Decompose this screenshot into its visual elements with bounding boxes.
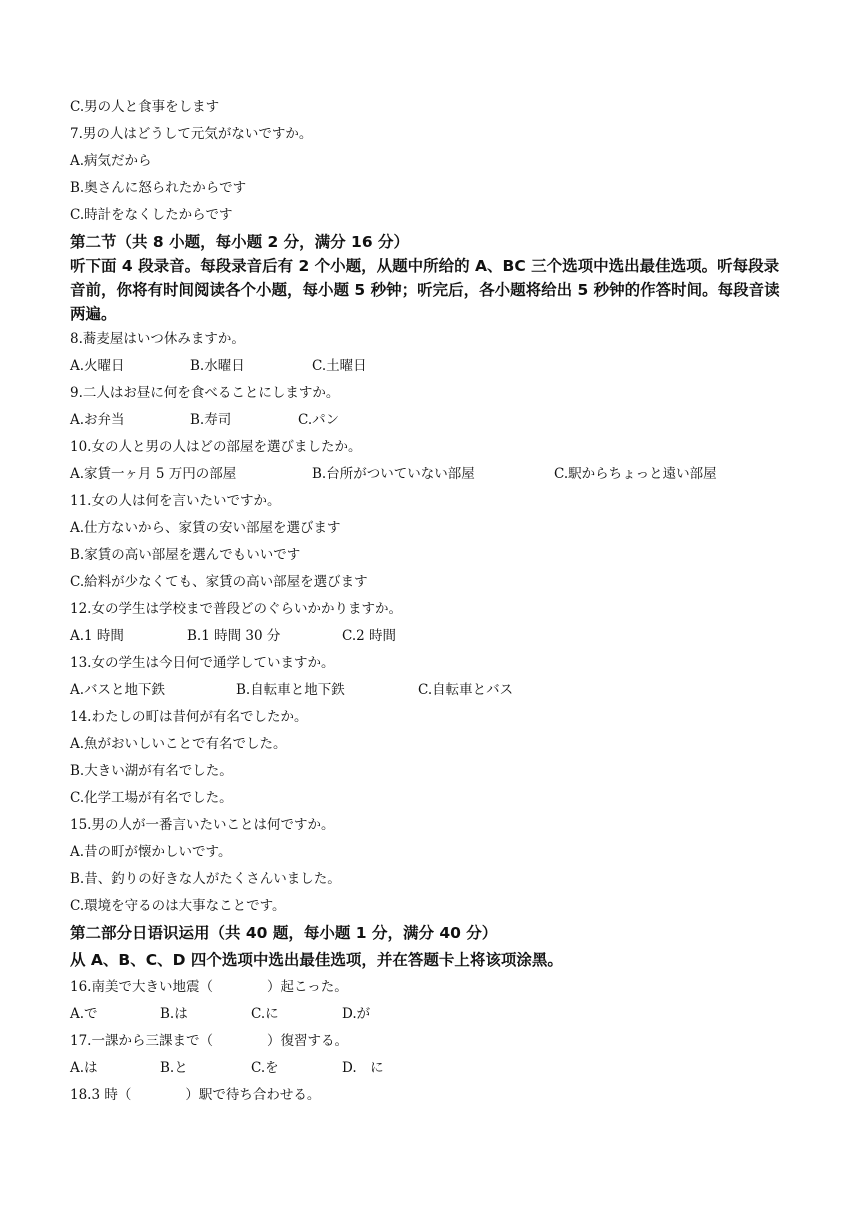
- q17-option-c: C.を: [251, 1060, 279, 1076]
- q10-option-c: C.駅からちょっと遠い部屋: [554, 466, 717, 482]
- q10-option-a: A.家賃一ヶ月 5 万円の部屋: [70, 466, 237, 482]
- q13-options: [70, 677, 790, 704]
- q7-option-b: B.奥さんに怒られたからです: [70, 180, 247, 196]
- part-2-instructions: 从 A、B、C、D 四个选项中选出最佳选项，并在答题卡上将该项涂黑。: [70, 951, 563, 969]
- question-11: 11.女の人は何を言いたいですか。: [70, 493, 281, 509]
- q12-options: [70, 623, 790, 650]
- q11-option-b: B.家賃の高い部屋を選んでもいいです: [70, 547, 301, 563]
- q16-option-b: B.は: [160, 1006, 188, 1022]
- q10-options: [70, 461, 790, 488]
- q17-option-d: D. に: [342, 1060, 384, 1076]
- section-2-heading: 第二节（共 8 小题，每小题 2 分，满分 16 分）: [70, 233, 410, 251]
- q9-option-c: C.パン: [298, 412, 340, 428]
- question-8: 8.蕎麦屋はいつ休みますか。: [70, 331, 245, 347]
- q13-option-b: B.自転車と地下鉄: [236, 682, 345, 698]
- q16-option-c: C.に: [251, 1006, 279, 1022]
- q14-option-a: A.魚がおいしいことで有名でした。: [70, 736, 287, 752]
- q7-option-c: C.時計をなくしたからです: [70, 207, 233, 223]
- question-7: 7.男の人はどうして元気がないですか。: [70, 126, 313, 142]
- q7-option-a: A.病気だから: [70, 153, 152, 169]
- question-12: 12.女の学生は学校まで普段どのぐらいかかりますか。: [70, 601, 402, 617]
- question-16: 16.南美で大きい地震（ ）起こった。: [70, 979, 348, 995]
- q15-option-b: B.昔、釣りの好きな人がたくさんいました。: [70, 871, 341, 887]
- section-2-instructions: 听下面 4 段录音。每段录音后有 2 个小题，从题中所给的 A、BC 三个选项中选出最佳选项。听每段录音前，你将有时间阅读各个小题，每小题 5 秒钟；听完后，各小题将给出 5 秒钟的作答时间。每段音读两遍。: [70, 257, 780, 323]
- q9-option-a: A.お弁当: [70, 412, 125, 428]
- q9-option-b: B.寿司: [190, 412, 232, 428]
- q15-option-c: C.環境を守るのは大事なことです。: [70, 898, 286, 914]
- question-15: 15.男の人が一番言いたいことは何ですか。: [70, 817, 335, 833]
- question-18: 18.3 時（ ）駅で待ち合わせる。: [70, 1087, 321, 1103]
- question-13: 13.女の学生は今日何で通学していますか。: [70, 655, 335, 671]
- q11-option-a: A.仕方ないから、家賃の安い部屋を選びます: [70, 520, 341, 536]
- q17-options: [70, 1055, 790, 1082]
- q16-option-d: D.が: [342, 1006, 371, 1022]
- q16-option-a: A.で: [70, 1006, 98, 1022]
- q12-option-c: C.2 時間: [342, 628, 397, 644]
- q8-option-b: B.水曜日: [190, 358, 245, 374]
- q12-option-a: A.1 時間: [70, 628, 124, 644]
- q14-option-b: B.大きい湖が有名でした。: [70, 763, 233, 779]
- q16-options: [70, 1001, 790, 1028]
- exam-page: [70, 94, 790, 1109]
- part-2-heading: 第二部分日语识运用（共 40 题，每小题 1 分，满分 40 分）: [70, 924, 498, 942]
- q8-option-c: C.土曜日: [312, 358, 367, 374]
- q10-option-b: B.台所がついていない部屋: [312, 466, 475, 482]
- question-17: 17.一課から三課まで（ ）復習する。: [70, 1033, 348, 1049]
- q11-option-c: C.給料が少なくても、家賃の高い部屋を選びます: [70, 574, 368, 590]
- q17-option-a: A.は: [70, 1060, 98, 1076]
- question-9: 9.二人はお昼に何を食べることにしますか。: [70, 385, 340, 401]
- q13-option-a: A.バスと地下鉄: [70, 682, 166, 698]
- q13-option-c: C.自転車とバス: [418, 682, 514, 698]
- question-10: 10.女の人と男の人はどの部屋を選びましたか。: [70, 439, 362, 455]
- q12-option-b: B.1 時間 30 分: [187, 628, 281, 644]
- q9-options: [70, 407, 790, 434]
- question-14: 14.わたしの町は昔何が有名でしたか。: [70, 709, 308, 725]
- q6-option-c: C.男の人と食事をします: [70, 99, 220, 115]
- q8-option-a: A.火曜日: [70, 358, 125, 374]
- q14-option-c: C.化学工場が有名でした。: [70, 790, 233, 806]
- q17-option-b: B.と: [160, 1060, 188, 1076]
- q15-option-a: A.昔の町が懐かしいです。: [70, 844, 232, 860]
- q8-options: [70, 353, 790, 380]
